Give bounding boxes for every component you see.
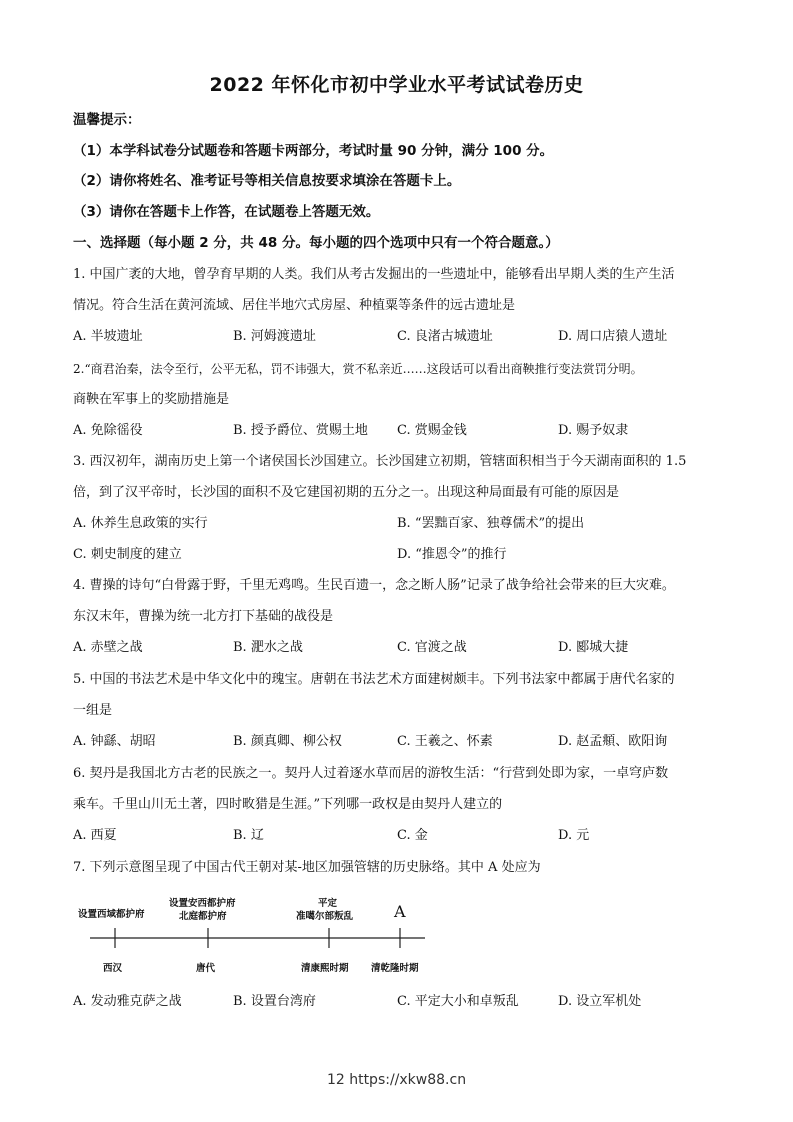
page-title: 2022 年怀化市初中学业水平考试试卷历史 [209, 74, 584, 96]
notice-item-2: （2）请你将姓名、准考证号等相关信息按要求填涂在答题卡上。 [73, 173, 461, 189]
timeline-label-pingding: 平定 [318, 898, 338, 909]
question-6-line-2: 乘车。千里山川无土著，四时畋猎是生涯。”下列哪一政权是由契丹人建立的 [73, 797, 503, 812]
q1-option-a: A. 半坡遗址 [73, 329, 143, 344]
q7-option-c: C. 平定大小和卓叛乱 [397, 994, 519, 1009]
q6-option-d: D. 元 [558, 828, 590, 843]
question-5-line-1: 5. 中国的书法艺术是中华文化中的瑰宝。唐朝在书法艺术方面建树颇丰。下列书法家中都属于唐代名家的 [73, 672, 675, 687]
timeline-period-kangxi: 清康熙时期 [301, 963, 349, 974]
question-1-line-1: 1. 中国广袤的大地，曾孕育早期的人类。我们从考古发掘出的一些遗址中，能够看出早期人类的生产生活 [73, 267, 675, 282]
q2-option-a: A. 免除徭役 [73, 423, 143, 438]
timeline-label-western-regions: 设置西域都护府 [78, 909, 145, 920]
timeline-period-western-han: 西汉 [103, 963, 123, 974]
notice-heading: 温馨提示： [73, 112, 141, 128]
q5-option-a: A. 钟繇、胡昭 [73, 734, 156, 749]
q1-option-d: D. 周口店猿人遗址 [558, 329, 668, 344]
question-7-line-1: 7. 下列示意图呈现了中国古代王朝对某-地区加强管辖的历史脉络。其中 A 处应为 [73, 860, 541, 875]
timeline-marker-a: A [394, 902, 406, 921]
timeline-label-anxi: 设置安西都护府 [169, 898, 236, 909]
q3-option-d: D. “推恩令”的推行 [397, 547, 507, 562]
q4-option-d: D. 郾城大捷 [558, 640, 629, 655]
timeline-label-beiting: 北庭都护府 [179, 911, 227, 922]
q5-option-c: C. 王羲之、怀素 [397, 734, 493, 749]
section-heading: 一、选择题（每小题 2 分，共 48 分。每小题的四个选项中只有一个符合题意。） [73, 235, 559, 251]
question-6-line-1: 6. 契丹是我国北方古老的民族之一。契丹人过着逐水草而居的游牧生活：“行营到处即为家，一卓穹庐数 [73, 766, 669, 781]
q4-option-c: C. 官渡之战 [397, 640, 467, 655]
q6-option-c: C. 金 [397, 828, 428, 843]
q7-option-d: D. 设立军机处 [558, 994, 642, 1009]
q1-option-b: B. 河姆渡遗址 [233, 329, 316, 344]
question-4-line-2: 东汉末年，曹操为统一北方打下基础的战役是 [73, 609, 334, 624]
q7-option-a: A. 发动雅克萨之战 [73, 994, 182, 1009]
q6-option-a: A. 西夏 [73, 828, 117, 843]
question-5-line-2: 一组是 [73, 703, 113, 718]
q6-option-b: B. 辽 [233, 828, 264, 843]
q2-option-b: B. 授予爵位、赏赐土地 [233, 423, 368, 438]
notice-item-3: （3）请你在答题卡上作答，在试题卷上答题无效。 [73, 204, 380, 220]
page-footer: 12 https://xkw88.cn [326, 1072, 467, 1088]
q3-option-b: B. “罢黜百家、独尊儒术”的提出 [397, 516, 585, 531]
q2-option-c: C. 赏赐金钱 [397, 423, 467, 438]
notice-item-1: （1）本学科试卷分试题卷和答题卡两部分，考试时量 90 分钟，满分 100 分。 [73, 143, 554, 159]
question-1-line-2: 情况。符合生活在黄河流域、居住半地穴式房屋、种植粟等条件的远古遗址是 [73, 298, 516, 313]
q7-option-b: B. 设置台湾府 [233, 994, 316, 1009]
timeline-diagram [75, 888, 445, 978]
q4-option-a: A. 赤壁之战 [73, 640, 143, 655]
question-3-line-2: 倍，到了汉平帝时，长沙国的面积不及它建国初期的五分之一。出现这种局面最有可能的原因是 [73, 485, 620, 500]
question-2-line-2: 商鞅在军事上的奖励措施是 [73, 392, 230, 407]
q5-option-d: D. 赵孟頫、欧阳询 [558, 734, 668, 749]
q5-option-b: B. 颜真卿、柳公权 [233, 734, 342, 749]
q2-option-d: D. 赐予奴隶 [558, 423, 629, 438]
timeline-period-tang: 唐代 [196, 963, 216, 974]
q4-option-b: B. 淝水之战 [233, 640, 303, 655]
q3-option-c: C. 刺史制度的建立 [73, 547, 182, 562]
question-2-line-1: 2.“商君治秦，法令至行，公平无私，罚不讳强大，赏不私亲近……这段话可以看出商鞅推行变法赏罚分明。 [73, 362, 643, 376]
timeline-period-qianlong: 清乾隆时期 [371, 963, 419, 974]
question-4-line-1: 4. 曹操的诗句“白骨露于野，千里无鸡鸣。生民百遗一，念之断人肠”记录了战争给社会带来的巨大灾难。 [73, 578, 675, 593]
question-3-line-1: 3. 西汉初年，湖南历史上第一个诸侯国长沙国建立。长沙国建立初期，管辖面积相当于今天湖南面积的 1.5 [73, 454, 687, 469]
q1-option-c: C. 良渚古城遗址 [397, 329, 493, 344]
timeline-label-dzungar: 准噶尔部叛乱 [296, 911, 354, 922]
q3-option-a: A. 休养生息政策的实行 [73, 516, 208, 531]
